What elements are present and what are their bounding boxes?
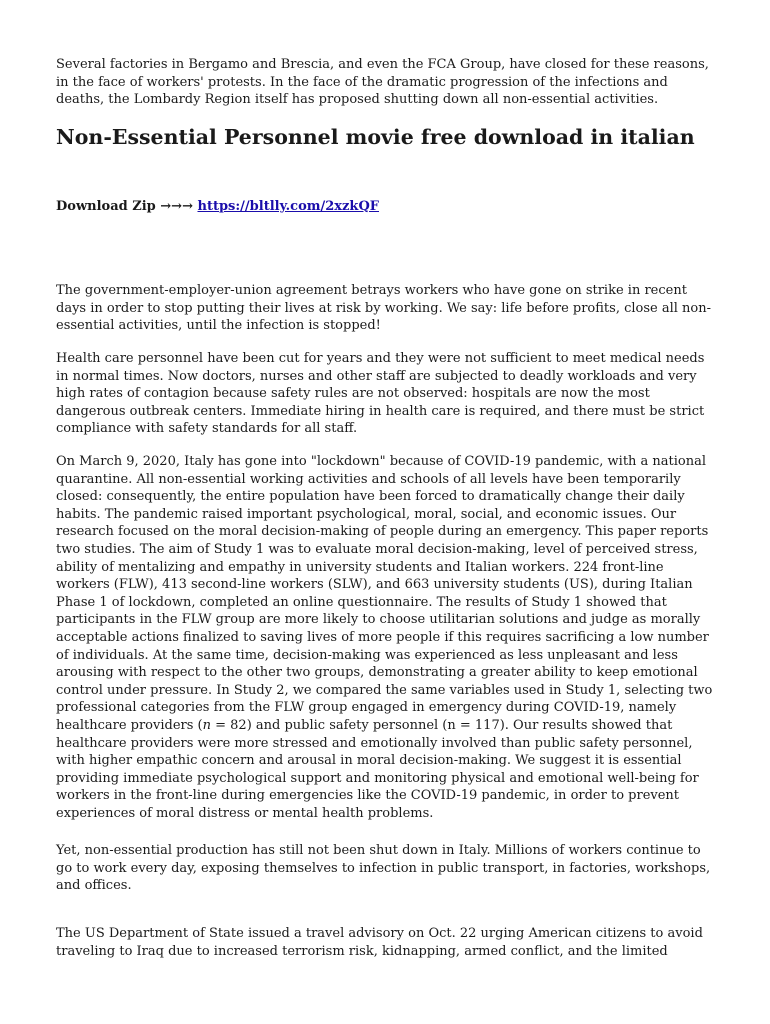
page-title: Non-Essential Personnel movie free download in italian [56,125,695,149]
paragraph-production: Yet, non-essential production has still not been shut down in Italy. Millions of workers continue to go to work every day, exposing themselves to infection in public transport, in factories, workshops, and offices. [56,843,711,894]
paragraph-study [56,453,716,822]
paragraph-agreement: The government-employer-union agreement betrays workers who have gone on strike in recent days in order to stop putting their lives at risk by working. We say: life before profits, close all non-essential activities, until the infection is stopped! [56,283,712,334]
download-line [56,198,379,216]
study-text-part-1: On March 9, 2020, Italy has gone into "lockdown" because of COVID-19 pandemic, with a national quarantine. All non-essential working activities and schools of all levels have been temporarily closed: consequently, the entire population have been forced to dramatically change their daily habits. The pandemic raised important psychological, moral, social, and economic issues. Our research focused on the moral decision-making of people during an emergency. This paper reports two studies. The aim of Study 1 was to evaluate moral decision-making, level of perceived stress, ability of mentalizing and empathy in university students and Italian workers. 224 front-line workers (FLW), 413 second-line workers (SLW), and 663 university students (US), during Italian Phase 1 of lockdown, completed an online questionnaire. The results of Study 1 showed that participants in the FLW group are more likely to choose utilitarian solutions and judge as morally acceptable actions finalized to saving lives of more people if this requires sacrificing a low number of individuals. At the same time, decision-making was experienced as less unpleasant and less arousing with respect to the other two groups, demonstrating a greater ability to keep emotional control under pressure. In Study 2, we compared the same variables used in Study 1, selecting two professional categories from the FLW group engaged in emergency during COVID-19, namely healthcare providers ( [56,454,713,733]
study-n-symbol: n [202,717,211,733]
paragraph-health-care: Health care personnel have been cut for years and they were not sufficient to meet medical needs in normal times. Now doctors, nurses and other staff are subjected to deadly workloads and very high rates of contagion because safety rules are not observed: hospitals are now the most dangerous outbreak centers. Immediate hiring in health care is required, and there must be strict compliance with safety standards for all staff. [56,351,705,437]
paragraph-travel-advisory: The US Department of State issued a travel advisory on Oct. 22 urging American citizens to avoid traveling to Iraq due to increased terrorism risk, kidnapping, armed conflict, and the limited [56,926,703,959]
download-link[interactable]: https://bltlly.com/2xzkQF [197,199,379,214]
download-label: Download Zip →→→ [56,199,193,214]
intro-paragraph: Several factories in Bergamo and Brescia, and even the FCA Group, have closed for these reasons, in the face of workers' protests. In the face of the dramatic progression of the infections and deaths, the Lombardy Region itself has proposed shutting down all non-essential activities. [56,57,709,108]
study-text-part-2: = 82) and public safety personnel (n = 117). Our results showed that healthcare providers were more stressed and emotionally involved than public safety personnel, with higher empathic concern and arousal in moral decision-making. We suggest it is essential providing immediate psychological support and monitoring physical and emotional well-being for workers in the front-line during emergencies like the COVID-19 pandemic, in order to prevent experiences of moral distress or mental health problems. [56,717,699,821]
